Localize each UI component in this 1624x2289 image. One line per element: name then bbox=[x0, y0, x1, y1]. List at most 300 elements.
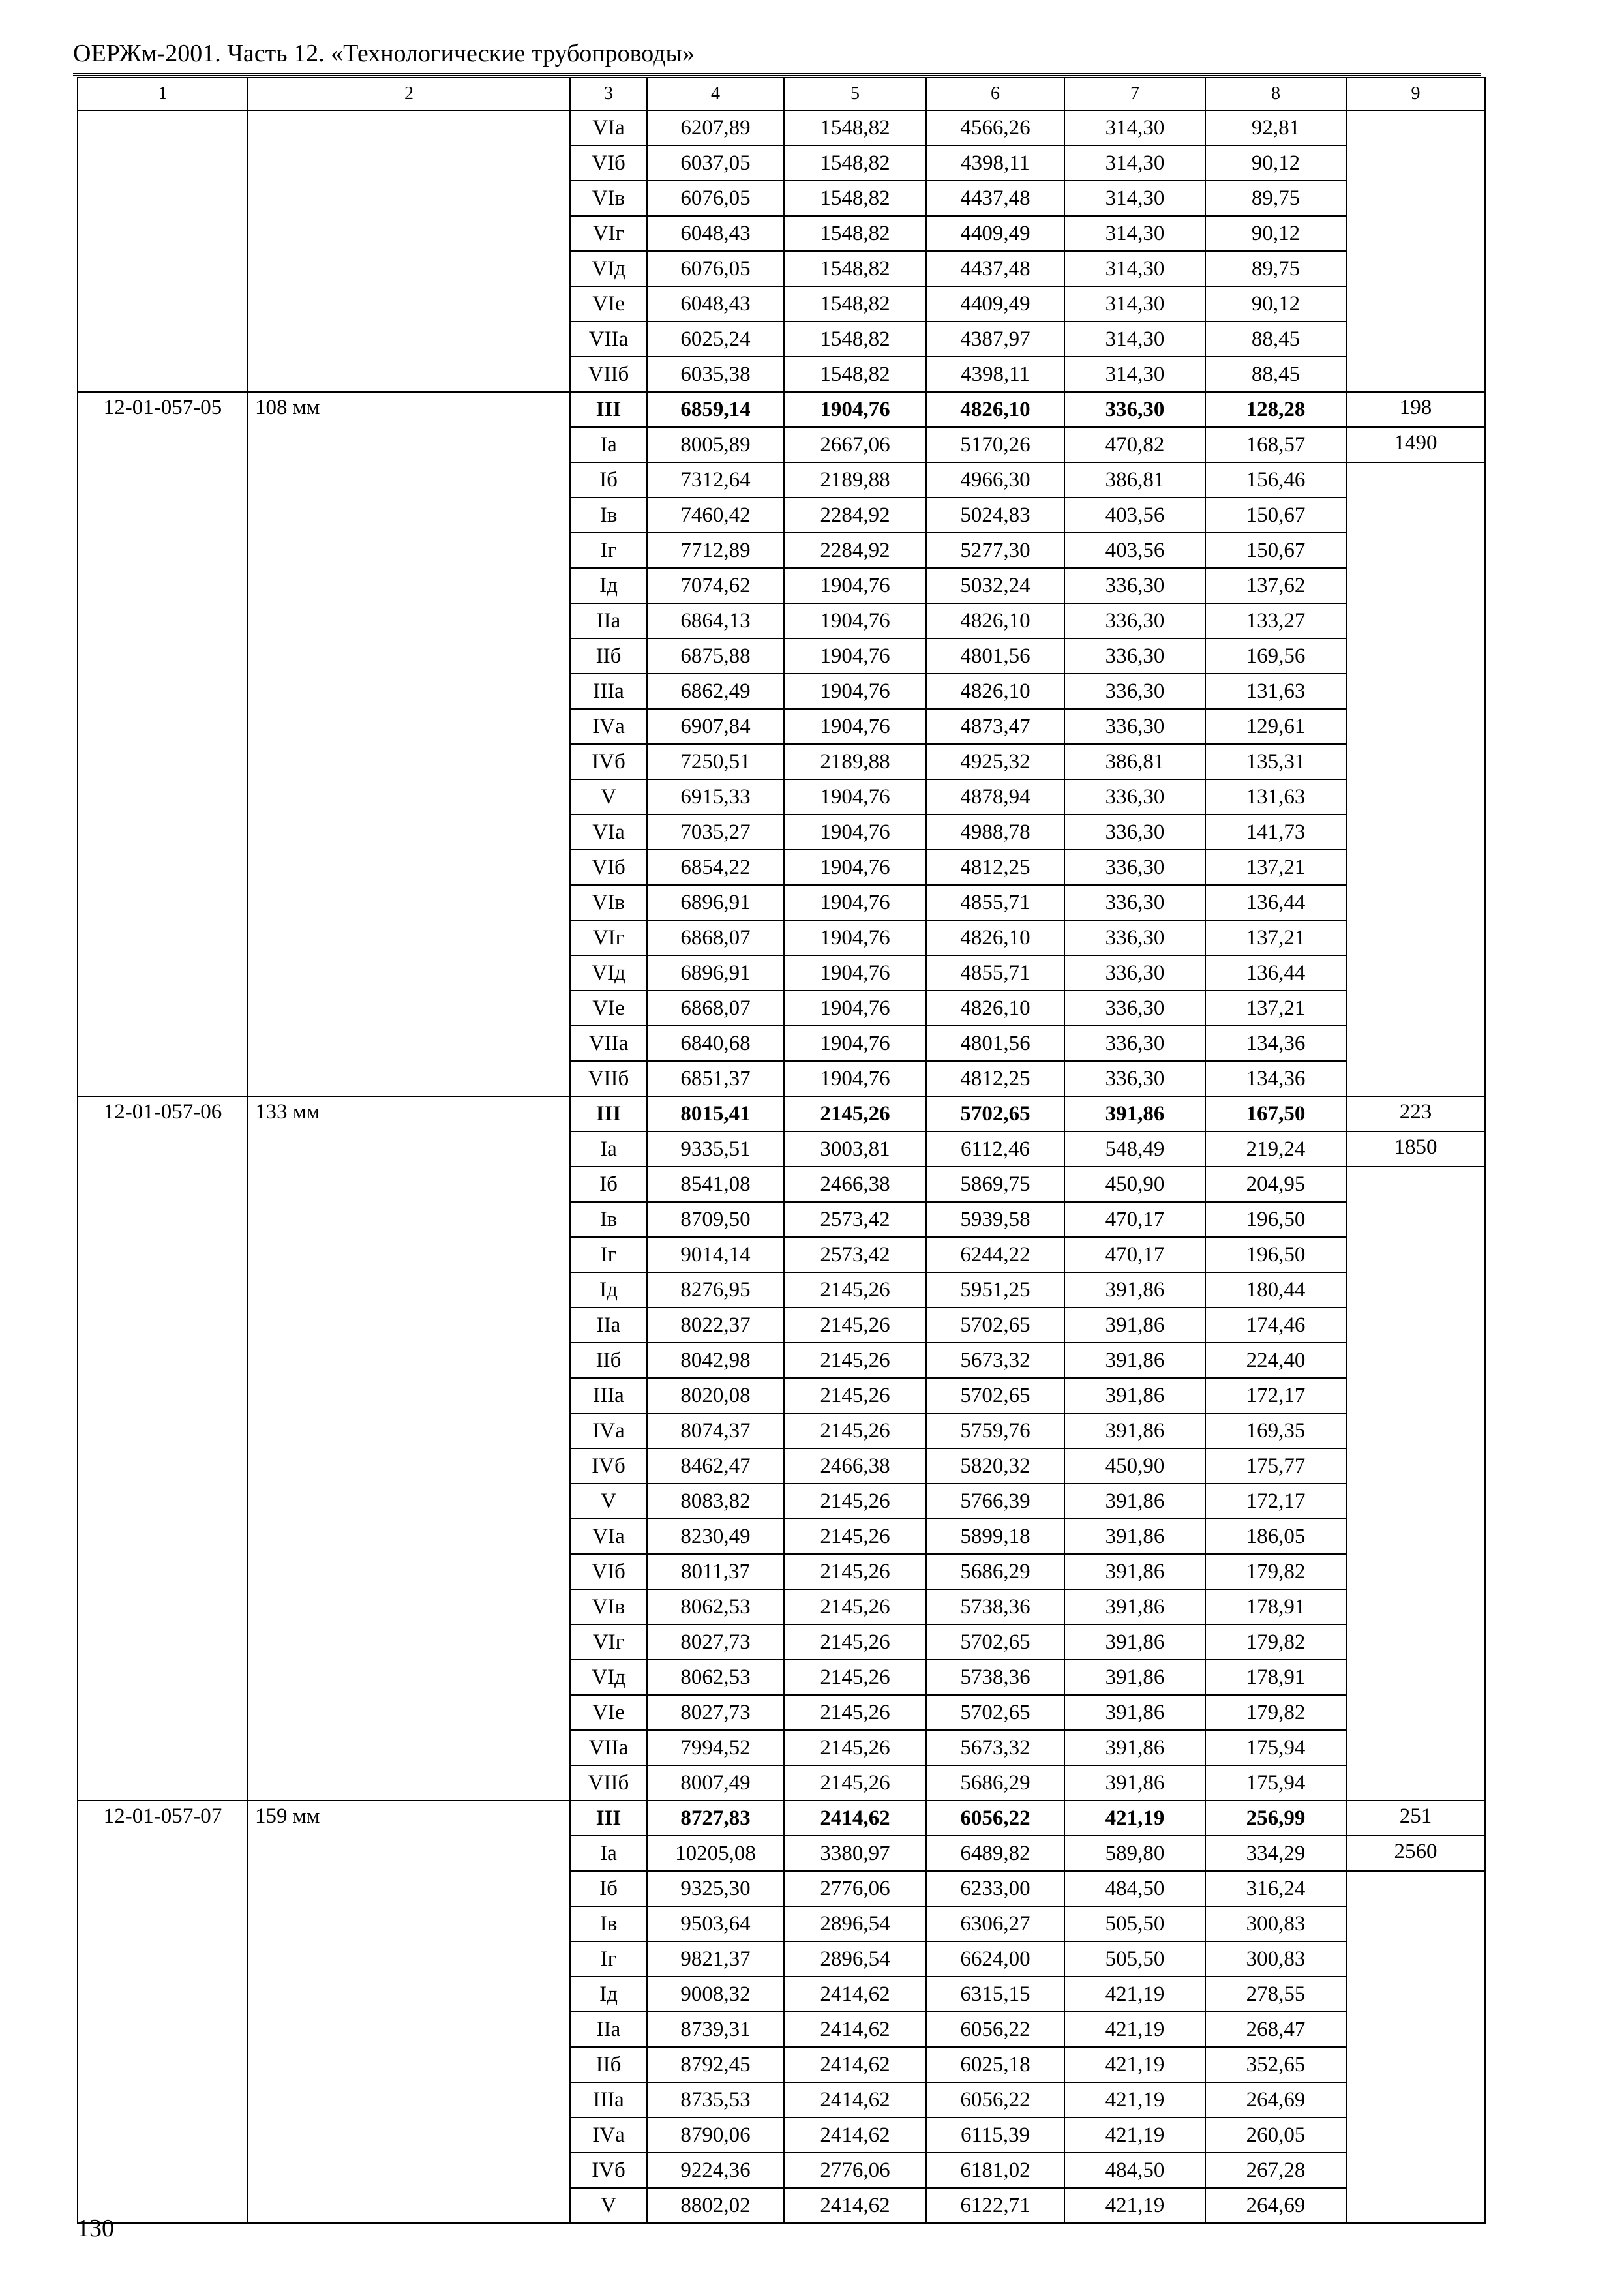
value-cell: 4966,30 bbox=[926, 462, 1064, 498]
value-cell: 5702,65 bbox=[926, 1695, 1064, 1730]
value-cell: 89,75 bbox=[1205, 251, 1346, 286]
rate-code-cell: 12-01-057-05 bbox=[78, 392, 248, 1096]
zone-cell: VIе bbox=[570, 991, 647, 1026]
value-cell: 8727,83 bbox=[647, 1801, 784, 1836]
value-cell: 1904,76 bbox=[784, 568, 926, 603]
zone-cell: VIд bbox=[570, 955, 647, 991]
value-cell: 391,86 bbox=[1064, 1096, 1205, 1131]
value-cell: 4387,97 bbox=[926, 322, 1064, 357]
value-cell: 8027,73 bbox=[647, 1695, 784, 1730]
value-cell: 8541,08 bbox=[647, 1167, 784, 1202]
value-cell: 133,27 bbox=[1205, 603, 1346, 638]
value-cell: 589,80 bbox=[1064, 1836, 1205, 1871]
value-cell: 5032,24 bbox=[926, 568, 1064, 603]
col9-cell: 223 bbox=[1346, 1096, 1485, 1131]
value-cell: 8020,08 bbox=[647, 1378, 784, 1413]
zone-cell: IIIа bbox=[570, 2082, 647, 2117]
zone-cell: III bbox=[570, 1096, 647, 1131]
value-cell: 300,83 bbox=[1205, 1941, 1346, 1977]
value-cell: 4826,10 bbox=[926, 674, 1064, 709]
value-cell: 7074,62 bbox=[647, 568, 784, 603]
value-cell: 2284,92 bbox=[784, 498, 926, 533]
value-cell: 336,30 bbox=[1064, 638, 1205, 674]
value-cell: 336,30 bbox=[1064, 955, 1205, 991]
value-cell: 5702,65 bbox=[926, 1308, 1064, 1343]
table-body bbox=[78, 110, 1485, 2223]
value-cell: 178,91 bbox=[1205, 1589, 1346, 1624]
pipe-size-cell: 108 мм bbox=[248, 392, 570, 1096]
value-cell: 1548,82 bbox=[784, 322, 926, 357]
value-cell: 6056,22 bbox=[926, 2012, 1064, 2047]
value-cell: 5170,26 bbox=[926, 427, 1064, 462]
value-cell: 336,30 bbox=[1064, 1061, 1205, 1096]
value-cell: 391,86 bbox=[1064, 1308, 1205, 1343]
value-cell: 169,56 bbox=[1205, 638, 1346, 674]
value-cell: 4801,56 bbox=[926, 638, 1064, 674]
value-cell: 6076,05 bbox=[647, 251, 784, 286]
value-cell: 391,86 bbox=[1064, 1730, 1205, 1765]
value-cell: 175,94 bbox=[1205, 1730, 1346, 1765]
value-cell: 2896,54 bbox=[784, 1906, 926, 1941]
value-cell: 2145,26 bbox=[784, 1730, 926, 1765]
value-cell: 264,69 bbox=[1205, 2082, 1346, 2117]
zone-cell: VIд bbox=[570, 251, 647, 286]
zone-cell: IVб bbox=[570, 2153, 647, 2188]
zone-cell: VIг bbox=[570, 920, 647, 955]
value-cell: 4409,49 bbox=[926, 286, 1064, 322]
value-cell: 8015,41 bbox=[647, 1096, 784, 1131]
zone-cell: VIIа bbox=[570, 322, 647, 357]
value-cell: 2145,26 bbox=[784, 1484, 926, 1519]
value-cell: 1904,76 bbox=[784, 920, 926, 955]
value-cell: 5686,29 bbox=[926, 1765, 1064, 1801]
value-cell: 8062,53 bbox=[647, 1660, 784, 1695]
value-cell: 4878,94 bbox=[926, 779, 1064, 815]
value-cell: 2145,26 bbox=[784, 1554, 926, 1589]
value-cell: 179,82 bbox=[1205, 1624, 1346, 1660]
value-cell: 134,36 bbox=[1205, 1026, 1346, 1061]
value-cell: 131,63 bbox=[1205, 674, 1346, 709]
value-cell: 314,30 bbox=[1064, 216, 1205, 251]
value-cell: 6868,07 bbox=[647, 920, 784, 955]
value-cell: 1548,82 bbox=[784, 216, 926, 251]
value-cell: 175,94 bbox=[1205, 1765, 1346, 1801]
value-cell: 9821,37 bbox=[647, 1941, 784, 1977]
value-cell: 224,40 bbox=[1205, 1343, 1346, 1378]
value-cell: 316,24 bbox=[1205, 1871, 1346, 1906]
column-header: 8 bbox=[1205, 78, 1346, 110]
zone-cell: IVб bbox=[570, 744, 647, 779]
value-cell: 2145,26 bbox=[784, 1624, 926, 1660]
column-header: 9 bbox=[1346, 78, 1485, 110]
value-cell: 1904,76 bbox=[784, 1061, 926, 1096]
zone-cell: Iв bbox=[570, 1906, 647, 1941]
zone-cell: IIб bbox=[570, 1343, 647, 1378]
value-cell: 134,36 bbox=[1205, 1061, 1346, 1096]
value-cell: 1904,76 bbox=[784, 1026, 926, 1061]
value-cell: 4398,11 bbox=[926, 145, 1064, 181]
value-cell: 2573,42 bbox=[784, 1202, 926, 1237]
value-cell: 4812,25 bbox=[926, 850, 1064, 885]
value-cell: 137,21 bbox=[1205, 850, 1346, 885]
value-cell: 8792,45 bbox=[647, 2047, 784, 2082]
rate-code-cell: 12-01-057-06 bbox=[78, 1096, 248, 1801]
value-cell: 2776,06 bbox=[784, 2153, 926, 2188]
value-cell: 5702,65 bbox=[926, 1096, 1064, 1131]
value-cell: 300,83 bbox=[1205, 1906, 1346, 1941]
value-cell: 6233,00 bbox=[926, 1871, 1064, 1906]
zone-cell: VIа bbox=[570, 815, 647, 850]
zone-cell: Iд bbox=[570, 568, 647, 603]
column-header: 1 bbox=[78, 78, 248, 110]
value-cell: 135,31 bbox=[1205, 744, 1346, 779]
zone-cell: VIа bbox=[570, 1519, 647, 1554]
value-cell: 336,30 bbox=[1064, 779, 1205, 815]
value-cell: 391,86 bbox=[1064, 1624, 1205, 1660]
value-cell: 391,86 bbox=[1064, 1413, 1205, 1448]
zone-cell: V bbox=[570, 1484, 647, 1519]
value-cell: 137,21 bbox=[1205, 920, 1346, 955]
value-cell: 178,91 bbox=[1205, 1660, 1346, 1695]
value-cell: 421,19 bbox=[1064, 1977, 1205, 2012]
value-cell: 150,67 bbox=[1205, 533, 1346, 568]
zone-cell: Iб bbox=[570, 1871, 647, 1906]
value-cell: 7712,89 bbox=[647, 533, 784, 568]
value-cell: 421,19 bbox=[1064, 2117, 1205, 2153]
value-cell: 8802,02 bbox=[647, 2188, 784, 2223]
value-cell: 6862,49 bbox=[647, 674, 784, 709]
column-header: 7 bbox=[1064, 78, 1205, 110]
value-cell: 5738,36 bbox=[926, 1660, 1064, 1695]
value-cell: 2414,62 bbox=[784, 2082, 926, 2117]
pipe-size-cell bbox=[248, 110, 570, 392]
value-cell: 264,69 bbox=[1205, 2188, 1346, 2223]
value-cell: 8735,53 bbox=[647, 2082, 784, 2117]
value-cell: 1548,82 bbox=[784, 110, 926, 145]
value-cell: 505,50 bbox=[1064, 1906, 1205, 1941]
value-cell: 391,86 bbox=[1064, 1765, 1205, 1801]
value-cell: 6207,89 bbox=[647, 110, 784, 145]
value-cell: 2414,62 bbox=[784, 2047, 926, 2082]
value-cell: 450,90 bbox=[1064, 1167, 1205, 1202]
value-cell: 6859,14 bbox=[647, 392, 784, 427]
value-cell: 5738,36 bbox=[926, 1589, 1064, 1624]
value-cell: 6076,05 bbox=[647, 181, 784, 216]
value-cell: 7460,42 bbox=[647, 498, 784, 533]
zone-cell: VIв bbox=[570, 1589, 647, 1624]
table-row bbox=[78, 1096, 1485, 1131]
value-cell: 8007,49 bbox=[647, 1765, 784, 1801]
zone-cell: IIб bbox=[570, 2047, 647, 2082]
value-cell: 9325,30 bbox=[647, 1871, 784, 1906]
value-cell: 174,46 bbox=[1205, 1308, 1346, 1343]
value-cell: 2145,26 bbox=[784, 1096, 926, 1131]
value-cell: 88,45 bbox=[1205, 322, 1346, 357]
value-cell: 2414,62 bbox=[784, 2117, 926, 2153]
column-header: 6 bbox=[926, 78, 1064, 110]
value-cell: 4801,56 bbox=[926, 1026, 1064, 1061]
value-cell: 336,30 bbox=[1064, 1026, 1205, 1061]
zone-cell: Iа bbox=[570, 1836, 647, 1871]
value-cell: 1904,76 bbox=[784, 603, 926, 638]
value-cell: 352,65 bbox=[1205, 2047, 1346, 2082]
value-cell: 386,81 bbox=[1064, 744, 1205, 779]
zone-cell: VIIа bbox=[570, 1026, 647, 1061]
value-cell: 6056,22 bbox=[926, 2082, 1064, 2117]
value-cell: 2145,26 bbox=[784, 1272, 926, 1308]
value-cell: 336,30 bbox=[1064, 603, 1205, 638]
value-cell: 5899,18 bbox=[926, 1519, 1064, 1554]
zone-cell: IIб bbox=[570, 638, 647, 674]
value-cell: 4873,47 bbox=[926, 709, 1064, 744]
col9-cell bbox=[1346, 110, 1485, 392]
value-cell: 4826,10 bbox=[926, 392, 1064, 427]
value-cell: 391,86 bbox=[1064, 1660, 1205, 1695]
value-cell: 90,12 bbox=[1205, 286, 1346, 322]
value-cell: 6851,37 bbox=[647, 1061, 784, 1096]
zone-cell: VIIа bbox=[570, 1730, 647, 1765]
value-cell: 92,81 bbox=[1205, 110, 1346, 145]
zone-cell: IVб bbox=[570, 1448, 647, 1484]
value-cell: 4566,26 bbox=[926, 110, 1064, 145]
value-cell: 6840,68 bbox=[647, 1026, 784, 1061]
col9-cell: 198 bbox=[1346, 392, 1485, 427]
value-cell: 1548,82 bbox=[784, 145, 926, 181]
value-cell: 8709,50 bbox=[647, 1202, 784, 1237]
zone-cell: VIв bbox=[570, 885, 647, 920]
value-cell: 2573,42 bbox=[784, 1237, 926, 1272]
zone-cell: VIб bbox=[570, 1554, 647, 1589]
zone-cell: IVа bbox=[570, 709, 647, 744]
value-cell: 4855,71 bbox=[926, 955, 1064, 991]
zone-cell: VIв bbox=[570, 181, 647, 216]
zone-cell: III bbox=[570, 1801, 647, 1836]
value-cell: 5759,76 bbox=[926, 1413, 1064, 1448]
value-cell: 2896,54 bbox=[784, 1941, 926, 1977]
value-cell: 180,44 bbox=[1205, 1272, 1346, 1308]
value-cell: 336,30 bbox=[1064, 709, 1205, 744]
value-cell: 2189,88 bbox=[784, 462, 926, 498]
value-cell: 505,50 bbox=[1064, 1941, 1205, 1977]
value-cell: 5277,30 bbox=[926, 533, 1064, 568]
pipe-size-cell: 159 мм bbox=[248, 1801, 570, 2223]
value-cell: 8062,53 bbox=[647, 1589, 784, 1624]
zone-cell: Iг bbox=[570, 1941, 647, 1977]
value-cell: 5766,39 bbox=[926, 1484, 1064, 1519]
value-cell: 314,30 bbox=[1064, 110, 1205, 145]
value-cell: 5820,32 bbox=[926, 1448, 1064, 1484]
zone-cell: V bbox=[570, 2188, 647, 2223]
value-cell: 6025,18 bbox=[926, 2047, 1064, 2082]
value-cell: 6915,33 bbox=[647, 779, 784, 815]
zone-cell: VIг bbox=[570, 216, 647, 251]
value-cell: 6907,84 bbox=[647, 709, 784, 744]
value-cell: 1548,82 bbox=[784, 181, 926, 216]
value-cell: 179,82 bbox=[1205, 1695, 1346, 1730]
value-cell: 314,30 bbox=[1064, 322, 1205, 357]
value-cell: 196,50 bbox=[1205, 1237, 1346, 1272]
value-cell: 2189,88 bbox=[784, 744, 926, 779]
value-cell: 6181,02 bbox=[926, 2153, 1064, 2188]
zone-cell: VIа bbox=[570, 110, 647, 145]
value-cell: 421,19 bbox=[1064, 2012, 1205, 2047]
page-header bbox=[73, 38, 1481, 77]
zone-cell: VIг bbox=[570, 1624, 647, 1660]
page-number: 130 bbox=[77, 2215, 114, 2242]
zone-cell: IIIа bbox=[570, 674, 647, 709]
zone-cell: VIе bbox=[570, 1695, 647, 1730]
value-cell: 169,35 bbox=[1205, 1413, 1346, 1448]
value-cell: 137,62 bbox=[1205, 568, 1346, 603]
col9-cell: 2560 bbox=[1346, 1836, 1485, 1871]
value-cell: 5939,58 bbox=[926, 1202, 1064, 1237]
value-cell: 314,30 bbox=[1064, 181, 1205, 216]
value-cell: 6037,05 bbox=[647, 145, 784, 181]
value-cell: 314,30 bbox=[1064, 145, 1205, 181]
zone-cell: VIIб bbox=[570, 1765, 647, 1801]
value-cell: 2466,38 bbox=[784, 1167, 926, 1202]
value-cell: 5702,65 bbox=[926, 1378, 1064, 1413]
value-cell: 1904,76 bbox=[784, 779, 926, 815]
value-cell: 6112,46 bbox=[926, 1131, 1064, 1167]
value-cell: 8083,82 bbox=[647, 1484, 784, 1519]
value-cell: 8739,31 bbox=[647, 2012, 784, 2047]
value-cell: 1904,76 bbox=[784, 392, 926, 427]
value-cell: 6048,43 bbox=[647, 216, 784, 251]
rates-table bbox=[77, 77, 1486, 2224]
zone-cell: Iг bbox=[570, 533, 647, 568]
value-cell: 6868,07 bbox=[647, 991, 784, 1026]
value-cell: 334,29 bbox=[1205, 1836, 1346, 1871]
value-cell: 1904,76 bbox=[784, 991, 926, 1026]
value-cell: 267,28 bbox=[1205, 2153, 1346, 2188]
value-cell: 391,86 bbox=[1064, 1519, 1205, 1554]
value-cell: 5702,65 bbox=[926, 1624, 1064, 1660]
col9-cell bbox=[1346, 1871, 1485, 2223]
value-cell: 5024,83 bbox=[926, 498, 1064, 533]
column-header-row bbox=[78, 78, 1485, 110]
value-cell: 8230,49 bbox=[647, 1519, 784, 1554]
col9-cell: 251 bbox=[1346, 1801, 1485, 1836]
zone-cell: Iд bbox=[570, 1272, 647, 1308]
zone-cell: IIа bbox=[570, 1308, 647, 1343]
value-cell: 10205,08 bbox=[647, 1836, 784, 1871]
value-cell: 314,30 bbox=[1064, 251, 1205, 286]
value-cell: 8042,98 bbox=[647, 1343, 784, 1378]
zone-cell: IVа bbox=[570, 1413, 647, 1448]
zone-cell: Iв bbox=[570, 498, 647, 533]
value-cell: 2145,26 bbox=[784, 1343, 926, 1378]
value-cell: 8790,06 bbox=[647, 2117, 784, 2153]
value-cell: 136,44 bbox=[1205, 885, 1346, 920]
value-cell: 2414,62 bbox=[784, 1977, 926, 2012]
value-cell: 256,99 bbox=[1205, 1801, 1346, 1836]
value-cell: 6244,22 bbox=[926, 1237, 1064, 1272]
value-cell: 90,12 bbox=[1205, 145, 1346, 181]
value-cell: 336,30 bbox=[1064, 392, 1205, 427]
value-cell: 1548,82 bbox=[784, 357, 926, 392]
value-cell: 141,73 bbox=[1205, 815, 1346, 850]
value-cell: 1904,76 bbox=[784, 885, 926, 920]
value-cell: 168,57 bbox=[1205, 427, 1346, 462]
value-cell: 129,61 bbox=[1205, 709, 1346, 744]
value-cell: 421,19 bbox=[1064, 2082, 1205, 2117]
value-cell: 470,17 bbox=[1064, 1237, 1205, 1272]
value-cell: 204,95 bbox=[1205, 1167, 1346, 1202]
table-row bbox=[78, 110, 1485, 145]
zone-cell: Iб bbox=[570, 1167, 647, 1202]
value-cell: 4855,71 bbox=[926, 885, 1064, 920]
value-cell: 8027,73 bbox=[647, 1624, 784, 1660]
value-cell: 2414,62 bbox=[784, 1801, 926, 1836]
value-cell: 2145,26 bbox=[784, 1519, 926, 1554]
value-cell: 9335,51 bbox=[647, 1131, 784, 1167]
value-cell: 6624,00 bbox=[926, 1941, 1064, 1977]
value-cell: 421,19 bbox=[1064, 2047, 1205, 2082]
value-cell: 186,05 bbox=[1205, 1519, 1346, 1554]
value-cell: 6896,91 bbox=[647, 885, 784, 920]
zone-cell: Iб bbox=[570, 462, 647, 498]
value-cell: 9014,14 bbox=[647, 1237, 784, 1272]
value-cell: 6048,43 bbox=[647, 286, 784, 322]
value-cell: 219,24 bbox=[1205, 1131, 1346, 1167]
zone-cell: Iг bbox=[570, 1237, 647, 1272]
zone-cell: Iа bbox=[570, 427, 647, 462]
value-cell: 8022,37 bbox=[647, 1308, 784, 1343]
value-cell: 260,05 bbox=[1205, 2117, 1346, 2153]
value-cell: 2414,62 bbox=[784, 2188, 926, 2223]
value-cell: 391,86 bbox=[1064, 1589, 1205, 1624]
value-cell: 4988,78 bbox=[926, 815, 1064, 850]
value-cell: 470,17 bbox=[1064, 1202, 1205, 1237]
value-cell: 421,19 bbox=[1064, 1801, 1205, 1836]
value-cell: 1904,76 bbox=[784, 815, 926, 850]
value-cell: 8276,95 bbox=[647, 1272, 784, 1308]
table-row bbox=[78, 1801, 1485, 1836]
value-cell: 336,30 bbox=[1064, 674, 1205, 709]
value-cell: 4437,48 bbox=[926, 181, 1064, 216]
value-cell: 5686,29 bbox=[926, 1554, 1064, 1589]
value-cell: 1548,82 bbox=[784, 251, 926, 286]
value-cell: 268,47 bbox=[1205, 2012, 1346, 2047]
value-cell: 4826,10 bbox=[926, 920, 1064, 955]
col9-cell: 1850 bbox=[1346, 1131, 1485, 1167]
zone-cell: IIIа bbox=[570, 1378, 647, 1413]
value-cell: 2414,62 bbox=[784, 2012, 926, 2047]
value-cell: 336,30 bbox=[1064, 991, 1205, 1026]
value-cell: 336,30 bbox=[1064, 815, 1205, 850]
value-cell: 2284,92 bbox=[784, 533, 926, 568]
value-cell: 6115,39 bbox=[926, 2117, 1064, 2153]
value-cell: 4409,49 bbox=[926, 216, 1064, 251]
value-cell: 391,86 bbox=[1064, 1484, 1205, 1519]
column-header: 2 bbox=[248, 78, 570, 110]
value-cell: 6896,91 bbox=[647, 955, 784, 991]
value-cell: 6854,22 bbox=[647, 850, 784, 885]
value-cell: 136,44 bbox=[1205, 955, 1346, 991]
col9-cell bbox=[1346, 1167, 1485, 1801]
value-cell: 391,86 bbox=[1064, 1378, 1205, 1413]
value-cell: 4826,10 bbox=[926, 603, 1064, 638]
value-cell: 9503,64 bbox=[647, 1906, 784, 1941]
column-header: 3 bbox=[570, 78, 647, 110]
value-cell: 2466,38 bbox=[784, 1448, 926, 1484]
value-cell: 6306,27 bbox=[926, 1906, 1064, 1941]
zone-cell: VIд bbox=[570, 1660, 647, 1695]
value-cell: 2145,26 bbox=[784, 1765, 926, 1801]
value-cell: 391,86 bbox=[1064, 1272, 1205, 1308]
value-cell: 6056,22 bbox=[926, 1801, 1064, 1836]
